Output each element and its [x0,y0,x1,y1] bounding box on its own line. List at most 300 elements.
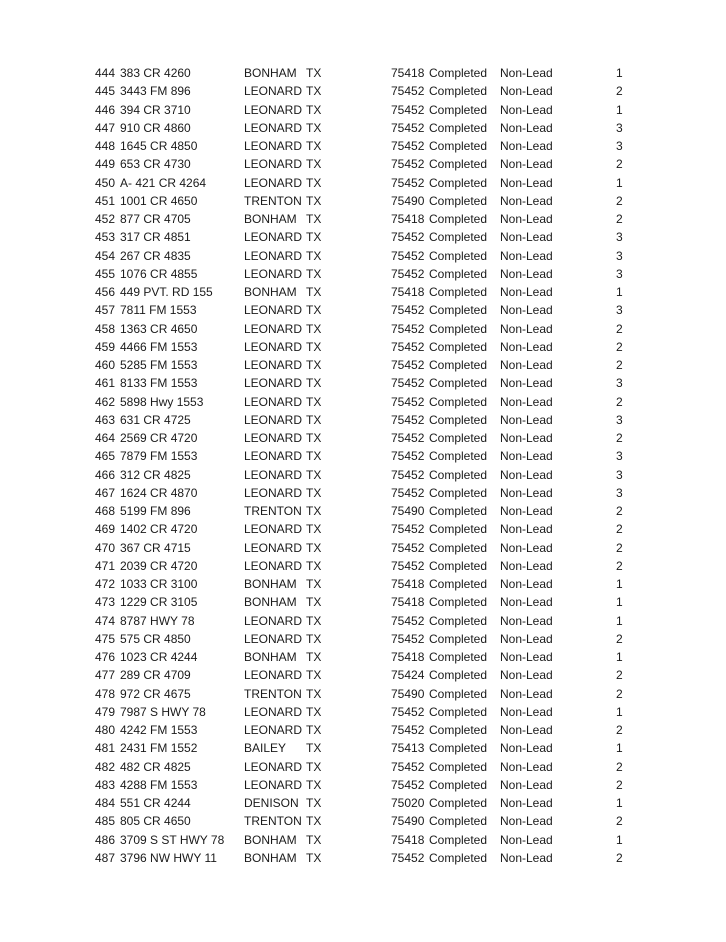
address-cell: 5285 FM 1553 [120,358,198,372]
city-cell: TRENTON [244,193,302,208]
address-cell: 7879 FM 1553 [120,449,198,464]
city-cell: BAILEY [244,741,287,756]
state-cell: TX [306,850,322,865]
state-cell: TX [306,248,322,263]
city-cell: LEONARD [244,102,303,117]
state-cell: TX [306,157,322,172]
table-row [0,301,726,319]
material-type-cell: Non-Lead [500,120,553,135]
zip-cell: 75452 [391,431,425,445]
row-number: 479 [95,704,116,719]
city-cell: LEONARD [244,358,303,372]
row-number: 477 [95,668,116,683]
city-cell: TRENTON [244,686,302,701]
state-cell: TX [306,723,322,737]
address-cell: 2039 CR 4720 [120,558,198,573]
table-row [0,210,726,228]
status-cell: Completed [429,175,488,190]
address-cell: 631 CR 4725 [120,412,191,427]
status-cell: Completed [429,595,488,610]
table-row [0,119,726,137]
row-number: 465 [95,449,116,464]
count-cell: 1 [616,741,623,756]
state-cell: TX [306,120,322,135]
address-cell: 1001 CR 4650 [120,193,198,208]
zip-cell: 75452 [391,412,425,427]
status-cell: Completed [429,248,488,263]
city-cell: LEONARD [244,303,303,318]
state-cell: TX [306,394,322,409]
state-cell: TX [306,467,322,482]
material-type-cell: Non-Lead [500,777,553,792]
status-cell: Completed [429,850,488,865]
service-line-table [0,64,726,867]
table-row [0,265,726,283]
row-number: 468 [95,504,116,518]
table-row [0,812,726,830]
table-row [0,666,726,684]
material-type-cell: Non-Lead [500,723,553,737]
table-row [0,192,726,210]
status-cell: Completed [429,832,488,847]
count-cell: 2 [616,431,623,445]
zip-cell: 75452 [391,248,425,263]
status-cell: Completed [429,139,488,153]
address-cell: 4288 FM 1553 [120,777,198,792]
address-cell: 805 CR 4650 [120,814,191,829]
city-cell: LEONARD [244,157,303,172]
zip-cell: 75452 [391,339,425,354]
material-type-cell: Non-Lead [500,704,553,719]
address-cell: 449 PVT. RD 155 [120,285,213,299]
city-cell: LEONARD [244,449,303,464]
material-type-cell: Non-Lead [500,157,553,172]
city-cell: BONHAM [244,650,297,664]
material-type-cell: Non-Lead [500,212,553,226]
status-cell: Completed [429,631,488,646]
zip-cell: 75418 [391,577,425,591]
address-cell: 8787 HWY 78 [120,613,195,628]
row-number: 453 [95,230,116,245]
address-cell: 317 CR 4851 [120,230,191,245]
table-row [0,429,726,447]
address-cell: 5898 Hwy 1553 [120,394,204,409]
row-number: 444 [95,66,116,80]
state-cell: TX [306,832,322,847]
state-cell: TX [306,814,322,829]
table-row [0,849,726,867]
status-cell: Completed [429,796,488,810]
city-cell: LEONARD [244,558,303,573]
material-type-cell: Non-Lead [500,759,553,774]
city-cell: BONHAM [244,832,297,847]
count-cell: 3 [616,467,623,482]
zip-cell: 75490 [391,686,425,701]
status-cell: Completed [429,66,488,80]
address-cell: 383 CR 4260 [120,66,191,80]
count-cell: 3 [616,412,623,427]
row-number: 476 [95,650,116,664]
material-type-cell: Non-Lead [500,577,553,591]
row-number: 456 [95,285,116,299]
city-cell: LEONARD [244,84,303,99]
city-cell: LEONARD [244,230,303,245]
address-cell: 367 CR 4715 [120,540,191,555]
city-cell: LEONARD [244,777,303,792]
state-cell: TX [306,266,322,281]
state-cell: TX [306,522,322,537]
status-cell: Completed [429,777,488,792]
table-row [0,101,726,119]
status-cell: Completed [429,394,488,409]
address-cell: 1363 CR 4650 [120,321,198,336]
zip-cell: 75452 [391,485,425,500]
status-cell: Completed [429,504,488,518]
material-type-cell: Non-Lead [500,595,553,610]
status-cell: Completed [429,485,488,500]
row-number: 480 [95,723,116,737]
count-cell: 2 [616,540,623,555]
city-cell: LEONARD [244,248,303,263]
table-row [0,484,726,502]
material-type-cell: Non-Lead [500,266,553,281]
address-cell: 575 CR 4850 [120,631,191,646]
count-cell: 1 [616,704,623,719]
zip-cell: 75452 [391,540,425,555]
count-cell: 2 [616,504,623,518]
state-cell: TX [306,321,322,336]
zip-cell: 75452 [391,613,425,628]
status-cell: Completed [429,102,488,117]
count-cell: 1 [616,832,623,847]
zip-cell: 75452 [391,777,425,792]
row-number: 482 [95,759,116,774]
status-cell: Completed [429,558,488,573]
state-cell: TX [306,558,322,573]
city-cell: LEONARD [244,723,303,737]
address-cell: 551 CR 4244 [120,796,191,810]
table-row [0,137,726,155]
address-cell: 5199 FM 896 [120,504,191,518]
state-cell: TX [306,449,322,464]
status-cell: Completed [429,613,488,628]
city-cell: TRENTON [244,814,302,829]
count-cell: 2 [616,394,623,409]
address-cell: A- 421 CR 4264 [120,175,207,190]
row-number: 459 [95,339,116,354]
address-cell: 1076 CR 4855 [120,266,198,281]
count-cell: 1 [616,613,623,628]
zip-cell: 75452 [391,321,425,336]
material-type-cell: Non-Lead [500,558,553,573]
table-row [0,393,726,411]
address-cell: 3796 NW HWY 11 [120,850,217,865]
city-cell: LEONARD [244,522,303,537]
count-cell: 1 [616,175,623,190]
table-row [0,557,726,575]
material-type-cell: Non-Lead [500,631,553,646]
material-type-cell: Non-Lead [500,175,553,190]
zip-cell: 75452 [391,467,425,482]
material-type-cell: Non-Lead [500,850,553,865]
row-number: 455 [95,266,116,281]
state-cell: TX [306,66,322,80]
count-cell: 1 [616,102,623,117]
row-number: 449 [95,157,116,172]
count-cell: 2 [616,723,623,737]
material-type-cell: Non-Lead [500,303,553,318]
status-cell: Completed [429,814,488,829]
address-cell: 8133 FM 1553 [120,376,198,391]
count-cell: 2 [616,850,623,865]
address-cell: 3443 FM 896 [120,84,191,99]
address-cell: 1229 CR 3105 [120,595,198,610]
row-number: 461 [95,376,116,391]
zip-cell: 75413 [391,741,425,756]
table-row [0,593,726,611]
material-type-cell: Non-Lead [500,394,553,409]
zip-cell: 75418 [391,832,425,847]
count-cell: 2 [616,668,623,683]
count-cell: 3 [616,120,623,135]
status-cell: Completed [429,193,488,208]
zip-cell: 75452 [391,102,425,117]
address-cell: 289 CR 4709 [120,668,191,683]
count-cell: 2 [616,193,623,208]
row-number: 457 [95,303,116,318]
zip-cell: 75418 [391,650,425,664]
table-row [0,739,726,757]
city-cell: BONHAM [244,212,297,226]
count-cell: 2 [616,212,623,226]
row-number: 445 [95,84,116,99]
table-row [0,703,726,721]
row-number: 467 [95,485,116,500]
material-type-cell: Non-Lead [500,741,553,756]
table-row [0,466,726,484]
count-cell: 3 [616,230,623,245]
row-number: 452 [95,212,116,226]
material-type-cell: Non-Lead [500,814,553,829]
city-cell: LEONARD [244,431,303,445]
address-cell: 3709 S ST HWY 78 [120,832,225,847]
address-cell: 1624 CR 4870 [120,485,198,500]
count-cell: 2 [616,558,623,573]
row-number: 469 [95,522,116,537]
count-cell: 1 [616,650,623,664]
status-cell: Completed [429,339,488,354]
table-row [0,539,726,557]
state-cell: TX [306,376,322,391]
material-type-cell: Non-Lead [500,504,553,518]
state-cell: TX [306,504,322,518]
material-type-cell: Non-Lead [500,66,553,80]
count-cell: 1 [616,577,623,591]
material-type-cell: Non-Lead [500,230,553,245]
row-number: 472 [95,577,116,591]
state-cell: TX [306,777,322,792]
zip-cell: 75452 [391,704,425,719]
state-cell: TX [306,303,322,318]
status-cell: Completed [429,358,488,372]
address-cell: 7811 FM 1553 [120,303,197,318]
address-cell: 2569 CR 4720 [120,431,198,445]
status-cell: Completed [429,157,488,172]
city-cell: LEONARD [244,266,303,281]
zip-cell: 75020 [391,796,425,810]
table-row [0,685,726,703]
zip-cell: 75452 [391,376,425,391]
material-type-cell: Non-Lead [500,796,553,810]
count-cell: 2 [616,321,623,336]
city-cell: BONHAM [244,285,297,299]
row-number: 450 [95,175,116,190]
status-cell: Completed [429,540,488,555]
address-cell: 1402 CR 4720 [120,522,198,537]
material-type-cell: Non-Lead [500,321,553,336]
zip-cell: 75452 [391,139,425,153]
zip-cell: 75452 [391,175,425,190]
material-type-cell: Non-Lead [500,285,553,299]
material-type-cell: Non-Lead [500,467,553,482]
count-cell: 3 [616,376,623,391]
state-cell: TX [306,796,322,810]
material-type-cell: Non-Lead [500,358,553,372]
state-cell: TX [306,412,322,427]
state-cell: TX [306,741,322,756]
table-row [0,758,726,776]
zip-cell: 75490 [391,814,425,829]
count-cell: 2 [616,814,623,829]
count-cell: 2 [616,358,623,372]
zip-cell: 75452 [391,449,425,464]
count-cell: 1 [616,595,623,610]
address-cell: 4242 FM 1553 [120,723,198,737]
row-number: 454 [95,248,116,263]
count-cell: 2 [616,157,623,172]
status-cell: Completed [429,431,488,445]
city-cell: LEONARD [244,759,303,774]
city-cell: TRENTON [244,504,302,518]
status-cell: Completed [429,522,488,537]
state-cell: TX [306,650,322,664]
address-cell: 7987 S HWY 78 [120,704,206,719]
material-type-cell: Non-Lead [500,540,553,555]
row-number: 487 [95,850,116,865]
city-cell: LEONARD [244,376,303,391]
state-cell: TX [306,358,322,372]
status-cell: Completed [429,120,488,135]
material-type-cell: Non-Lead [500,431,553,445]
row-number: 473 [95,595,116,610]
status-cell: Completed [429,759,488,774]
material-type-cell: Non-Lead [500,485,553,500]
zip-cell: 75452 [391,266,425,281]
row-number: 475 [95,631,116,646]
address-cell: 267 CR 4835 [120,248,191,263]
zip-cell: 75418 [391,66,425,80]
material-type-cell: Non-Lead [500,449,553,464]
zip-cell: 75490 [391,193,425,208]
zip-cell: 75418 [391,212,425,226]
table-row [0,155,726,173]
state-cell: TX [306,686,322,701]
count-cell: 3 [616,139,623,153]
row-number: 463 [95,412,116,427]
city-cell: LEONARD [244,540,303,555]
address-cell: 1033 CR 3100 [120,577,198,591]
zip-cell: 75452 [391,394,425,409]
state-cell: TX [306,704,322,719]
table-row [0,356,726,374]
count-cell: 3 [616,485,623,500]
state-cell: TX [306,285,322,299]
status-cell: Completed [429,650,488,664]
zip-cell: 75452 [391,157,425,172]
city-cell: LEONARD [244,139,303,153]
city-cell: BONHAM [244,66,297,80]
material-type-cell: Non-Lead [500,376,553,391]
material-type-cell: Non-Lead [500,339,553,354]
city-cell: LEONARD [244,120,303,135]
row-number: 466 [95,467,116,482]
city-cell: BONHAM [244,577,297,591]
table-row [0,174,726,192]
state-cell: TX [306,540,322,555]
material-type-cell: Non-Lead [500,832,553,847]
zip-cell: 75452 [391,230,425,245]
city-cell: LEONARD [244,175,303,190]
row-number: 470 [95,540,116,555]
material-type-cell: Non-Lead [500,650,553,664]
table-row [0,502,726,520]
table-row [0,338,726,356]
count-cell: 1 [616,285,623,299]
table-row [0,374,726,392]
count-cell: 3 [616,248,623,263]
material-type-cell: Non-Lead [500,613,553,628]
table-row [0,630,726,648]
status-cell: Completed [429,212,488,226]
material-type-cell: Non-Lead [500,668,553,683]
zip-cell: 75452 [391,759,425,774]
state-cell: TX [306,339,322,354]
count-cell: 3 [616,449,623,464]
zip-cell: 75418 [391,595,425,610]
zip-cell: 75490 [391,504,425,518]
address-cell: 1023 CR 4244 [120,650,198,664]
state-cell: TX [306,759,322,774]
state-cell: TX [306,631,322,646]
state-cell: TX [306,175,322,190]
material-type-cell: Non-Lead [500,102,553,117]
row-number: 478 [95,686,116,701]
row-number: 448 [95,139,116,153]
city-cell: DENISON [244,796,299,810]
table-row [0,228,726,246]
material-type-cell: Non-Lead [500,412,553,427]
count-cell: 2 [616,339,623,354]
table-row [0,411,726,429]
table-row [0,575,726,593]
city-cell: BONHAM [244,595,297,610]
status-cell: Completed [429,741,488,756]
address-cell: 877 CR 4705 [120,212,191,226]
status-cell: Completed [429,467,488,482]
status-cell: Completed [429,376,488,391]
zip-cell: 75452 [391,303,425,318]
status-cell: Completed [429,449,488,464]
